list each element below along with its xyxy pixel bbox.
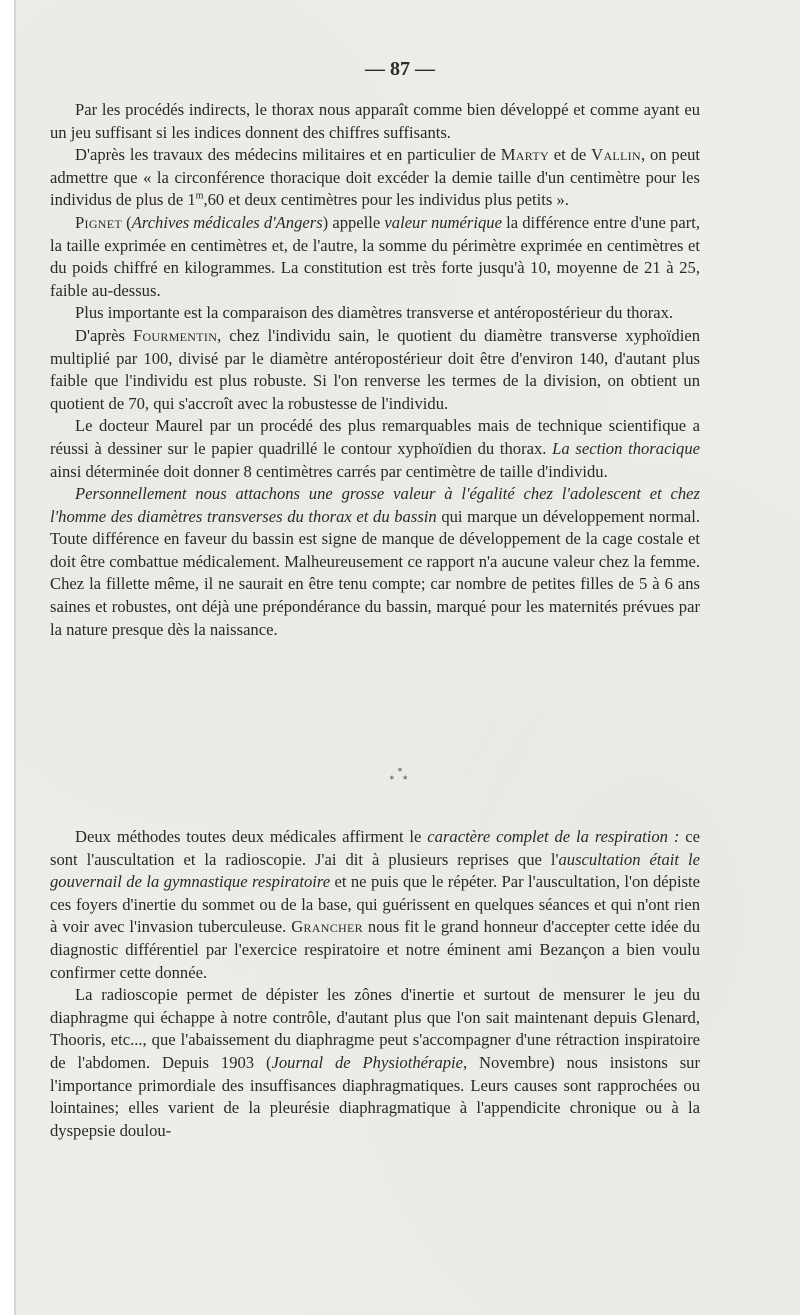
author-name: Pignet — [75, 212, 123, 232]
source-title: Archives médicales d'Angers — [131, 212, 323, 232]
author-name: Fourmentin — [132, 325, 218, 345]
text-block-upper — [50, 99, 700, 641]
term: La section thoracique — [552, 438, 701, 458]
page-number: — 87 — — [365, 58, 435, 80]
emphasis: auscultation était le gouvernail de la gymnastique respiratoire — [50, 849, 700, 892]
emphasis: caractère complet de la respiration : — [427, 827, 680, 846]
paragraph-personal-view: Personnellement nous attachons une grosse valeur à l'égalité chez l'adolescent et chez l'homme des diamètres transverses du thorax et du bassin qui marque un développement normal. Toute différence en faveur du bassin est signe de manque de développement de la cage costale et doit être combattue médicalement. Malheureusement ce rapport n'a aucune valeur chez la femme. Chez la fillette même, il ne saurait en être tenu compte; car nombre de petites filles de 5 à 6 ans saines et robustes, ont déjà une prépondérance du bassin, marqué pour les maternités prévues par la nature presque dès la naissance. — [50, 484, 700, 639]
asterism-separator: * * * — [389, 767, 411, 785]
term: valeur numérique — [384, 212, 502, 232]
paragraph-maurel: Le docteur Maurel par un procédé des plus remarquables mais de technique scientifique a réussi à dessiner sur le papier quadrillé le contour xyphoïdien du thorax. La section thoracique ainsi déterminée doit donner 8 centimètres carrés par centimètre de taille d'individu. — [50, 416, 701, 481]
text-block-lower — [50, 826, 700, 1142]
paragraph-military-physicians: D'après les travaux des médecins militaires et en particulier de Marty et de Vallin, on peut admettre que « la circonférence thoracique doit excéder la demie taille d'un centimètre pour les individus de plus de 1$^m$,60 et deux centimètres pour les individus plus petits ». — [50, 145, 700, 210]
author-name: Grancher — [291, 917, 363, 937]
author-name: Marty — [500, 145, 549, 165]
paragraph-indirect-methods: Par les procédés indirects, le thorax nous apparaît comme bien développé et comme ayant eu un jeu suffisant si les indices donnent des chiffres suffisants. — [50, 100, 700, 142]
emphasis: Personnellement nous attachons une grosse valeur à l'égalité chez l'adolescent et chez l'homme des diamètres transverses du thorax et du bassin — [50, 484, 700, 526]
paragraph-auscultation: Deux méthodes toutes deux médicales affirment le caractère complet de la respiration : ce sont l'auscultation et la radioscopie. J'ai dit à plusieurs reprises que l'auscultation était le gouvernail de la gymnastique respiratoire et ne puis que le répéter. Par l'auscultation, l'on dépiste ces foyers d'inertie du sommet ou de la base, qui guérissent en quelques séances et qui n'ont rien à voir avec l'invasion tuberculeuse. Grancher nous fit le grand honneur d'accepter cette idée du diagnostic différentiel par l'exercice respiratoire et notre éminent ami Bezançon a bien voulu confirmer cette donnée. — [50, 827, 701, 982]
paragraph-diameters: Plus importante est la comparaison des diamètres transverse et antéropostérieur du thorax. — [75, 303, 674, 323]
paragraph-fourmentin: D'après Fourmentin, chez l'individu sain, le quotient du diamètre transverse xyphoïdien multiplié par 100, divisé par le diamètre antéropostérieur doit être d'environ 140, d'autant plus faible que l'individu est plus robuste. Si l'on renverse les termes de la division, on obtient un quotient de 70, qui s'accroît avec la robustesse de l'individu. — [50, 325, 700, 413]
author-name: Vallin — [591, 145, 641, 165]
source-title: Journal de Physiothérapie — [271, 1052, 464, 1072]
paragraph-radioscopy: La radioscopie permet de dépister les zônes d'inertie et surtout de mensurer le jeu du diaphragme qui échappe à notre contrôle, d'autant plus que l'on sait maintenant depuis Glenard, Thooris, etc..., que l'abaissement du diaphragme peut s'accompagner d'une rétraction inspiratoire de l'abdomen. Depuis 1903 (Journal de Physiothérapie, Novembre) nous insistons sur l'importance primordiale des insuffisances diaphragmatiques. Leurs causes sont rapprochées ou lointaines; elles varient de la pleurésie diaphragmatique à l'appendicite chronique ou à la dyspepsie doulou- — [50, 985, 700, 1140]
paragraph-pignet: Pignet (Archives médicales d'Angers) appelle valeur numérique la différence entre d'une part, la taille exprimée en centimètres et, de l'autre, la somme du périmètre exprimée en centimètres et du poids chiffré en kilogrammes. La constitution est très forte jusqu'à 10, moyenne de 21 à 25, faible au-dessus. — [50, 212, 700, 300]
